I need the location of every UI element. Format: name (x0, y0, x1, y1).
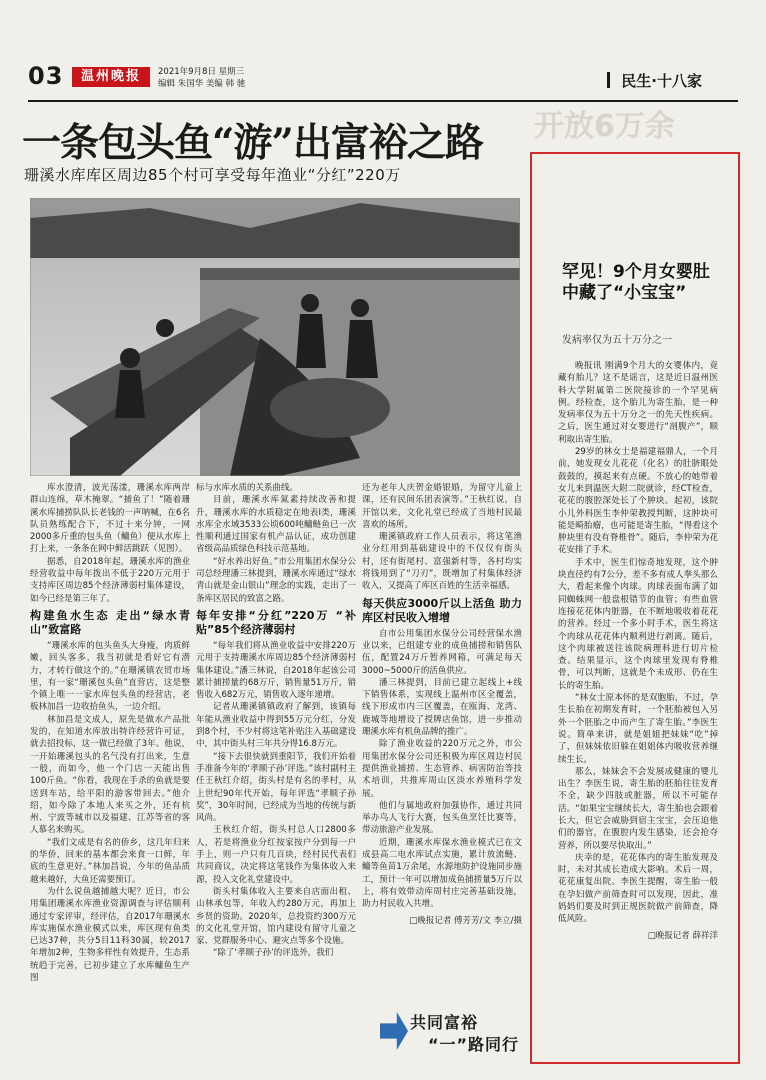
paragraph: 还为老年人庆贺金婚银婚，为留守儿童上课，还有民间乐团表演等。”王秋红说，自开馆以来，文化礼堂已经成了当地村民最喜欢的场所。 (362, 483, 522, 530)
background-headline: 开放6万余 (534, 110, 675, 144)
paragraph: 库水澄清，波光荡漾，珊溪水库两岸群山连绵，草木掩翠。“捕鱼了！”随着珊溪水库捕捞队队长老钱的一声呐喊，在6名队员熟练配合下，不过十来分钟，一网2000多斤重的包头鱼（鳙鱼）便从水库上打上来，一条条在网中鲜活跳跃（见图）。 (30, 483, 190, 555)
paragraph: 目前，珊溪水库氮素持续改善和提升，珊溪水库的水质稳定在地表I类，珊溪水库全水域3533公顷600吨鳙鲢鱼已一次性顺利通过国家有机产品认证，成功创建省级高品质绿色科技示范基地。 (196, 495, 356, 555)
paragraph: 珊溪镇政府工作人员表示，将这笔渔业分红用到基础建设中的不仅仅有街头村，还有街尾村、富强新村等，各村均实将钱用到了“刀刃”，既增加了村集体经济收入，又提高了库区百姓的生活幸福感。 (362, 532, 522, 592)
article-column-3 (362, 482, 522, 1004)
side-article-subtitle: 发病率仅为五十万分之一 (562, 335, 672, 346)
issue-meta (158, 66, 245, 90)
paragraph: 自市公用集团水保分公司经营保水渔业以来，已组建专业的成鱼捕捞和销售队伍，配置24万斤暂养网箱，可满足每天3000~5000斤的活鱼供应。 (362, 628, 522, 676)
badge-line-1: 共同富裕 (410, 1013, 479, 1032)
paragraph: 近期，珊溪水库保水渔业模式已在文成县高二电水库试点实施，累计放流鲢、鳙等鱼苗1万余尾，水源地防护设施同步施工，预计一年可以增加成鱼捕捞量5万斤以上，将有效带动库周村庄完善基础设施，助力村民收入共增。 (362, 837, 522, 910)
paragraph: 手术中，医生们惊奇地发现，这个肿块直径约有7公分，差不多有成人拳头那么大，看起来像个肉球。肉球表面布满了如同蜘蛛网一般盘根错节的血管；有些血管连接花花体内脏器，在不断地吸收着花花的营养。经过一个多小时手术，医生将这个肉球从花花体内顺利进行剥离。随后，这个肉球被送往该院病理科进行切片检查。结果显示，这个肉球里发现有脊椎骨，可以判断，这就是个未成形、仍在生长的寄生胎。 (558, 557, 718, 691)
byline: □晚报记者 傅芳芳/文 李立/摄 (409, 915, 522, 926)
masthead-rule (28, 100, 738, 102)
paragraph: “除了‘孝顺子孙’的评选外，我们 (213, 948, 334, 959)
section-heading-dividend: 每年安排“分红”220万 “补贴”85个经济薄弱村 (196, 608, 356, 636)
paragraph: 王秋红介绍，街头村总人口2800多人，若是将渔业分红按家按户分到每一户手上，则一户只有几百块，经村民代表们共同商议，决定将这笔钱作为集体收入来源，投入文化礼堂建设中。 (196, 825, 356, 885)
paragraph: 街头村集体收入主要来自店面出租、山林承包等，年收入约280万元，再加上乡贤的资助。2020年，总投资约300万元的文化礼堂开馆，馆内建设有留守儿童之家、党群服务中心、避灾点等多个设施。 (196, 886, 356, 947)
masthead (28, 64, 738, 94)
paragraph: 晚报讯 刚满9个月大的女婴体内，竟藏有胎儿？这不是谣言，这是近日温州医科大学附属第二医院接诊的一个罕见病例。经检查，这个胎儿为寄生胎，是一种发病率仅为五十万分之一的先天性疾病。之后，医生通过对女婴进行“剖腹产”，顺利取出寄生胎。 (558, 361, 718, 445)
side-article-body (558, 360, 718, 1058)
paragraph: 庆幸的是，花花体内的寄生胎发现及时，未对其成长造成大影响。术后一周，花花康复出院。李医生提醒，寄生胎一般在孕妇做产前筛查时可以发现，因此，准妈妈们要及时到正规医院做产前筛查，降低风险。 (558, 852, 718, 925)
paper-logo: 温州晚报 (72, 67, 150, 87)
section-heading-supply: 每天供应3000斤以上活鱼 助力库区村民收入增增 (362, 596, 522, 624)
fishing-photo (30, 198, 520, 476)
badge-line-2: “一”路同行 (428, 1035, 520, 1054)
paragraph: 29岁的林女士是福建福鼎人，一个月前，她发现女儿花花（化名）的肚脐眼处鼓鼓的，摸起来有点硬。不放心的她带着女儿来到温医大附二院就诊，经CT检查，花花的腹腔深处长了个肿块。起初，该院小儿外科医生李仲荣教授判断，这肿块可能是畸胎瘤，也可能是寄生胎，“得看这个肿块里有没有脊椎骨”。随后，李仲荣为花花安排了手术。 (558, 447, 718, 556)
paragraph: “好水养出好鱼。”市公用集团水保分公司总经理潘三林提到，珊溪水库通过“绿水青山就是金山银山”理念的实践，走出了一条库区居民的致富之路。 (196, 556, 356, 604)
paragraph: 记者从珊溪镇镇政府了解到，该镇每年能从渔业收益中得到55万元分红，分发到8个村，不少村将这笔补贴注入基础建设中，其中街头村三年共分得16.8万元。 (196, 702, 356, 750)
paragraph: 那么，妹妹会不会发展成健康的婴儿出生？李医生说，寄生胎的胚胎往往发育不全，缺少四肢或脏器，所以不可能存活。“如果宝宝继续长大，寄生胎也会跟着长大，但它会威胁到宿主宝宝，会压迫他们的器官，在腹腔内发生感染，还会抢夺营养，所以要尽快取出。” (558, 766, 718, 851)
article-column-2 (196, 482, 356, 1062)
paragraph: “珊溪水库的包头鱼头大身瘦，肉质鲜嫩，回头客多，我当初就是看好它有潜力，才转行做这个的。”在珊溪镇农贸市场里，有一家“珊溪包头鱼”直营店，这是整个镇上唯一一家水库包头鱼的经营店，老板林加昌一边收拾鱼头，一边介绍。 (30, 640, 190, 713)
paragraph: 据悉，自2018年起，珊溪水库的渔业经营收益中每年拨出不低于220万元用于支持库区周边85个经济薄弱村集体建设，如今已经是第三年了。 (30, 556, 190, 604)
paragraph: “接下去很快就到重阳节，我们开始着手准备今年的‘孝顺子孙’评选。”该村副村主任王秋红介绍，街头村是有名的孝村，从上世纪90年代开始，每年评选“孝顺子孙奖”，30年时间，已经成为当地的传统与新风尚。 (196, 751, 356, 824)
editor-credits: 编辑 朱国华 美编 韩 驰 (158, 79, 246, 89)
common-prosperity-badge (380, 1010, 520, 1058)
paragraph: 潘三林提到，目前已建立起线上+线下销售体系，实现线上温州市区全覆盖，线下形成市内三区覆盖，在瓯海、龙湾、鹿城等地增设了授牌店鱼馆，进一步推动珊溪水库有机鱼品牌的推广。 (362, 677, 522, 738)
paragraph: 林加昌是文成人，原先是做水产品批发的，在知道水库放出特许经营许可证，就去招投标，这一做已经做了3年。他说，一开始珊溪包头的名气没有打出来，生意一般，而如今，他一个门店一天能出售100斤鱼。“你看，我现在手杀的鱼就是要送到车站，给平阳的游客带回去。”他介绍，如今除了本地人来买之外，还有杭州、宁波等城市以及福建、江苏等省的客人慕名来购买。 (30, 714, 190, 836)
page-number: 03 (28, 62, 64, 90)
section-heading-ecology: 构建鱼水生态 走出“绿水青山”致富路 (30, 608, 190, 636)
side-article-title: 罕见！9个月女婴肚中藏了“小宝宝” (562, 262, 710, 303)
side-byline: □晚报记者 薛祥洋 (647, 930, 718, 941)
article-column-1 (30, 482, 190, 1062)
paragraph: 除了渔业收益的220万元之外，市公用集团水保分公司还积极为库区周边村民提供渔业捕捞、生态管养、病害防治等技术培训，共推库周山区淡水养殖科学发展。 (362, 739, 522, 799)
paragraph: 为什么说鱼越捕越大呢？近日，市公用集团珊溪水库渔业资源调查与评估顺利通过专家评审，经评估，自2017年珊溪水库实施保水渔业模式以来，库区现有鱼类已达37种，共分5目11科30属，较2017年增加2种，生物多样性有效提升，生态系统趋于完善，已初步建立了水库鳙鱼生产图 (30, 886, 190, 983)
paragraph: “每年我们将从渔业收益中安排220万元用于支持珊溪水库周边85个经济薄弱村集体建设。”潘三林说，自2018年起该公司累计捕捞量约68万斤，销售量51万斤，销售收入682万元，销售收入逐年递增。 (196, 640, 356, 701)
main-headline: 一条包头鱼“游”出富裕之路 (22, 120, 483, 166)
paragraph: 标与水库水质的关系曲线。 (196, 483, 299, 493)
issue-date: 2021年9月8日 星期三 (158, 67, 245, 77)
paragraph: “我们文成是有名的侨乡，这几年归来的华侨，回来的基本都会来食一口鲜，年底的生意更好。”林加昌说，今年的鱼品质越来越好，大鱼还需要预订。 (30, 837, 190, 885)
section-name: 民生·十八家 (621, 72, 702, 90)
section-divider (607, 72, 610, 88)
paragraph: 他们与属地政府加强协作，通过共同举办鸟人飞行大赛，包头鱼烹饪比赛等，带动旅游产业发展。 (362, 800, 522, 836)
paragraph: “林女士原本怀的是双胞胎，不过，孕生长胎在初期发育时，一个胚胎被包入另外一个胚胎之中而产生了寄生胎。”李医生说。简单来讲，就是姐姐把妹妹“吃”掉了，但妹妹依旧躲在姐姐体内吸收营养继续生长。 (558, 693, 718, 765)
arrow-icon (380, 1012, 408, 1050)
main-subheadline: 珊溪水库库区周边85个村可享受每年渔业“分红”220万 (24, 166, 401, 184)
